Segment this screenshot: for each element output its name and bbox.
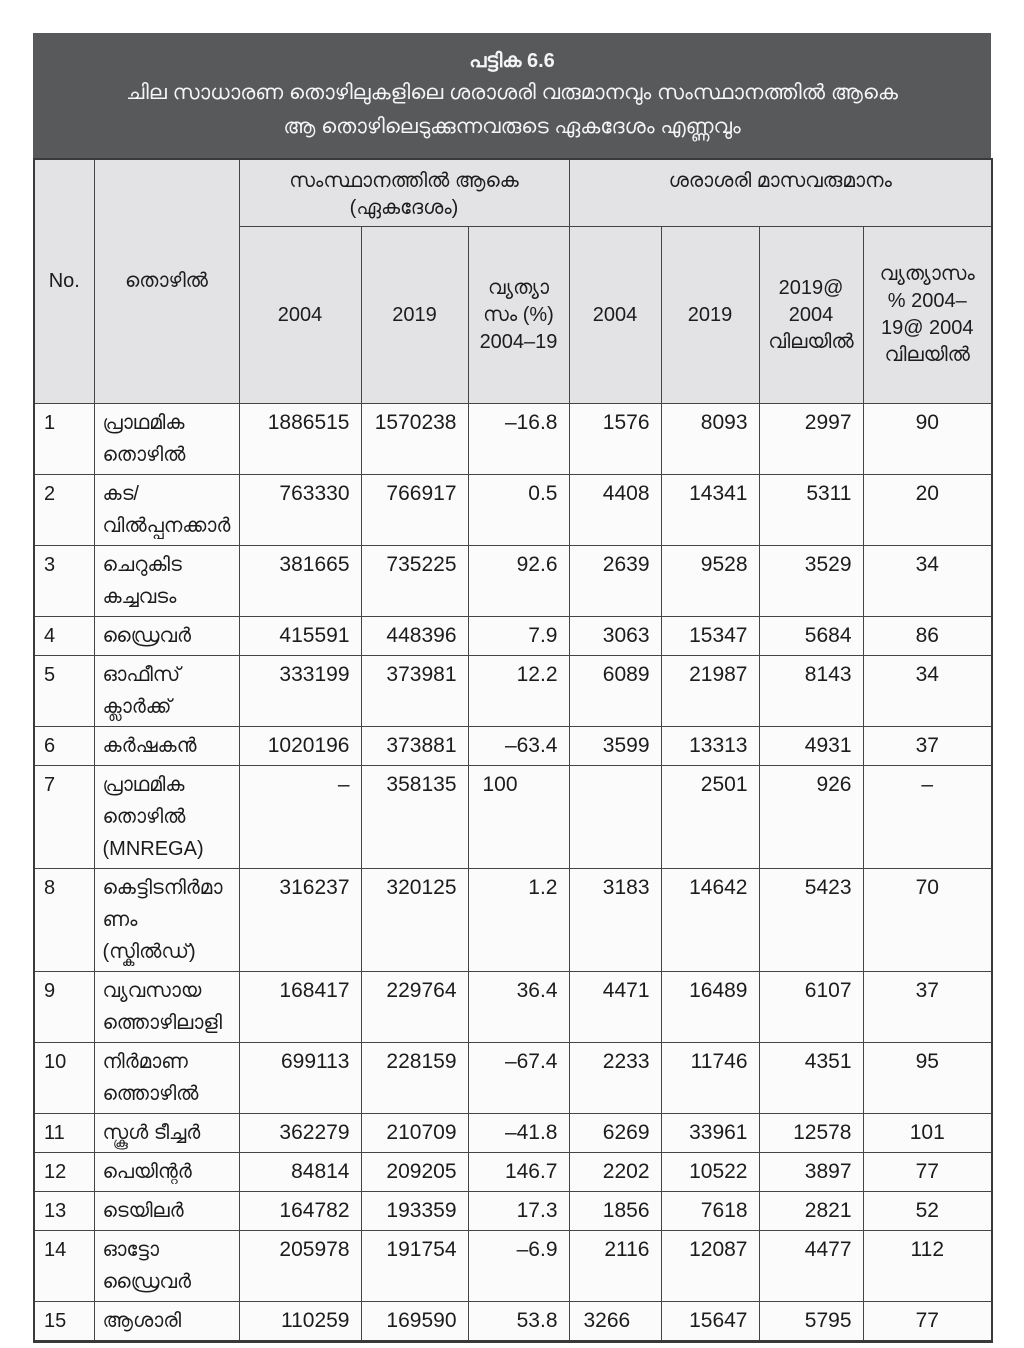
table-row: [34, 1192, 992, 1231]
cell-occupation: പ്രാഥമിക തൊഴിൽ: [94, 404, 239, 475]
cell-income-2004: 2202: [569, 1153, 661, 1192]
cell-diff-pct-at-2004-price: 90: [863, 404, 992, 475]
header-income-2019-at-2004-price: 2019@ 2004 വിലയിൽ: [759, 227, 863, 404]
cell-diff-pct: 92.6: [468, 546, 569, 617]
cell-no: 5: [34, 656, 94, 727]
cell-diff-pct-at-2004-price: 34: [863, 546, 992, 617]
cell-no: 10: [34, 1043, 94, 1114]
cell-income-2019: 8093: [661, 404, 759, 475]
cell-total-2019: 448396: [361, 617, 468, 656]
table-row: [34, 727, 992, 766]
cell-diff-pct-at-2004-price: 34: [863, 656, 992, 727]
cell-income-2019-at-2004-price: 926: [759, 766, 863, 869]
cell-income-2004: 6089: [569, 656, 661, 727]
cell-diff-pct-at-2004-price: 101: [863, 1114, 992, 1153]
cell-income-2019-at-2004-price: 3897: [759, 1153, 863, 1192]
cell-diff-pct-at-2004-price: 77: [863, 1153, 992, 1192]
cell-income-2004: 4471: [569, 972, 661, 1043]
cell-income-2019-at-2004-price: 5423: [759, 869, 863, 972]
cell-income-2004: 2233: [569, 1043, 661, 1114]
cell-total-2004: 168417: [239, 972, 361, 1043]
table-row: [34, 1043, 992, 1114]
table-row: [34, 617, 992, 656]
cell-occupation: പെയിന്റർ: [94, 1153, 239, 1192]
table-row: [34, 766, 992, 869]
cell-income-2019-at-2004-price: 5311: [759, 475, 863, 546]
cell-total-2019: 209205: [361, 1153, 468, 1192]
header-diff-pct: വ്യത്യാസം (%) 2004–19: [468, 227, 569, 404]
table-number: പട്ടിക 6.6: [469, 50, 555, 72]
cell-total-2004: 381665: [239, 546, 361, 617]
cell-income-2019-at-2004-price: 2821: [759, 1192, 863, 1231]
cell-occupation: വ്യവസായത്തൊഴിലാളി: [94, 972, 239, 1043]
cell-income-2019: 10522: [661, 1153, 759, 1192]
cell-diff-pct: –67.4: [468, 1043, 569, 1114]
cell-total-2019: 358135: [361, 766, 468, 869]
cell-income-2019-at-2004-price: 5795: [759, 1302, 863, 1342]
cell-no: 6: [34, 727, 94, 766]
table-row: [34, 1231, 992, 1302]
cell-diff-pct: 36.4: [468, 972, 569, 1043]
cell-income-2004: 2639: [569, 546, 661, 617]
cell-diff-pct: –6.9: [468, 1231, 569, 1302]
cell-total-2019: 373881: [361, 727, 468, 766]
table-title-bar: [33, 33, 991, 158]
cell-diff-pct: –63.4: [468, 727, 569, 766]
table-row: [34, 869, 992, 972]
cell-total-2004: 316237: [239, 869, 361, 972]
cell-income-2019: 9528: [661, 546, 759, 617]
cell-income-2004: 1576: [569, 404, 661, 475]
cell-income-2019: 13313: [661, 727, 759, 766]
cell-total-2019: 191754: [361, 1231, 468, 1302]
cell-income-2019-at-2004-price: 6107: [759, 972, 863, 1043]
cell-income-2004: [569, 766, 661, 869]
cell-total-2019: 228159: [361, 1043, 468, 1114]
table-row: [34, 1114, 992, 1153]
cell-total-2019: 320125: [361, 869, 468, 972]
cell-diff-pct-at-2004-price: 86: [863, 617, 992, 656]
cell-income-2019: 7618: [661, 1192, 759, 1231]
header-total-2004: 2004: [239, 227, 361, 404]
cell-total-2019: 210709: [361, 1114, 468, 1153]
table-row: [34, 404, 992, 475]
cell-no: 13: [34, 1192, 94, 1231]
cell-total-2004: 110259: [239, 1302, 361, 1342]
cell-occupation: കർഷകൻ: [94, 727, 239, 766]
cell-income-2019-at-2004-price: 5684: [759, 617, 863, 656]
cell-no: 4: [34, 617, 94, 656]
cell-income-2019: 14642: [661, 869, 759, 972]
cell-total-2004: 362279: [239, 1114, 361, 1153]
cell-income-2004: 3183: [569, 869, 661, 972]
cell-occupation: നിർമാണത്തൊഴിൽ: [94, 1043, 239, 1114]
cell-total-2019: 169590: [361, 1302, 468, 1342]
cell-income-2019: 2501: [661, 766, 759, 869]
cell-income-2019-at-2004-price: 12578: [759, 1114, 863, 1153]
cell-total-2004: 164782: [239, 1192, 361, 1231]
cell-occupation: പ്രാഥമിക തൊഴിൽ (MNREGA): [94, 766, 239, 869]
cell-diff-pct-at-2004-price: 112: [863, 1231, 992, 1302]
header-income-2019: 2019: [661, 227, 759, 404]
table-subtitle-line1: ചില സാധാരണ തൊഴിലുകളിലെ ശരാശരി വരുമാനവും സംസ്ഥാനത്തിൽ ആകെ: [126, 81, 898, 104]
cell-diff-pct: 146.7: [468, 1153, 569, 1192]
cell-income-2019-at-2004-price: 4931: [759, 727, 863, 766]
cell-total-2019: 1570238: [361, 404, 468, 475]
cell-occupation: ആശാരി: [94, 1302, 239, 1342]
cell-total-2019: 229764: [361, 972, 468, 1043]
cell-income-2004: 4408: [569, 475, 661, 546]
cell-occupation: ഡ്രൈവർ: [94, 617, 239, 656]
cell-diff-pct-at-2004-price: 70: [863, 869, 992, 972]
cell-diff-pct-at-2004-price: 37: [863, 972, 992, 1043]
cell-occupation: ഓട്ടോ ഡ്രൈവർ: [94, 1231, 239, 1302]
cell-income-2004: 3063: [569, 617, 661, 656]
table-header: [34, 159, 992, 404]
cell-no: 15: [34, 1302, 94, 1342]
cell-total-2004: 1020196: [239, 727, 361, 766]
cell-diff-pct: 7.9: [468, 617, 569, 656]
cell-total-2004: 84814: [239, 1153, 361, 1192]
cell-occupation: കെട്ടിടനിർമാണം (സ്കിൽഡ്): [94, 869, 239, 972]
header-occupation: തൊഴിൽ: [94, 159, 239, 404]
cell-total-2004: 333199: [239, 656, 361, 727]
header-group-avg-monthly-income: ശരാശരി മാസവരുമാനം: [569, 159, 992, 227]
header-group-total-in-state: സംസ്ഥാനത്തിൽ ആകെ (ഏകദേശം): [239, 159, 569, 227]
cell-occupation: സ്കൂൾ ടീച്ചർ: [94, 1114, 239, 1153]
cell-no: 2: [34, 475, 94, 546]
cell-occupation: ടെയിലർ: [94, 1192, 239, 1231]
cell-no: 12: [34, 1153, 94, 1192]
cell-income-2019-at-2004-price: 3529: [759, 546, 863, 617]
cell-diff-pct: 17.3: [468, 1192, 569, 1231]
cell-no: 3: [34, 546, 94, 617]
cell-total-2004: 1886515: [239, 404, 361, 475]
cell-income-2019-at-2004-price: 8143: [759, 656, 863, 727]
income-occupation-table: [33, 158, 993, 1343]
header-no: No.: [34, 159, 94, 404]
cell-total-2004: 699113: [239, 1043, 361, 1114]
cell-diff-pct: –41.8: [468, 1114, 569, 1153]
cell-income-2019-at-2004-price: 2997: [759, 404, 863, 475]
header-group-row: [34, 159, 992, 227]
cell-diff-pct-at-2004-price: –: [863, 766, 992, 869]
cell-diff-pct-at-2004-price: 37: [863, 727, 992, 766]
cell-total-2004: 205978: [239, 1231, 361, 1302]
cell-income-2019: 21987: [661, 656, 759, 727]
cell-diff-pct: 0.5: [468, 475, 569, 546]
cell-no: 7: [34, 766, 94, 869]
cell-no: 1: [34, 404, 94, 475]
header-diff-pct-at-2004-price: വ്യത്യാസം % 2004–19@ 2004 വിലയിൽ: [863, 227, 992, 404]
cell-total-2019: 766917: [361, 475, 468, 546]
cell-diff-pct-at-2004-price: 95: [863, 1043, 992, 1114]
table-row: [34, 1153, 992, 1192]
cell-income-2019: 12087: [661, 1231, 759, 1302]
cell-occupation: കട/വിൽപ്പനക്കാർ: [94, 475, 239, 546]
cell-income-2004: 3266: [569, 1302, 661, 1342]
cell-income-2019: 14341: [661, 475, 759, 546]
cell-occupation: ചെറുകിട കച്ചവടം: [94, 546, 239, 617]
cell-total-2004: –: [239, 766, 361, 869]
cell-total-2019: 193359: [361, 1192, 468, 1231]
cell-diff-pct-at-2004-price: 52: [863, 1192, 992, 1231]
cell-income-2004: 6269: [569, 1114, 661, 1153]
table-subtitle-line2: ആ തൊഴിലെടുക്കുന്നവരുടെ ഏകദേശം എണ്ണവും: [283, 115, 741, 138]
header-income-2004: 2004: [569, 227, 661, 404]
cell-income-2019: 16489: [661, 972, 759, 1043]
cell-diff-pct: –16.8: [468, 404, 569, 475]
cell-income-2019-at-2004-price: 4477: [759, 1231, 863, 1302]
cell-diff-pct: 12.2: [468, 656, 569, 727]
table-body: [34, 404, 992, 1342]
cell-diff-pct-at-2004-price: 20: [863, 475, 992, 546]
cell-income-2004: 2116: [569, 1231, 661, 1302]
cell-income-2004: 3599: [569, 727, 661, 766]
cell-diff-pct: 100: [468, 766, 569, 869]
cell-total-2019: 373981: [361, 656, 468, 727]
table-row: [34, 1302, 992, 1342]
cell-no: 11: [34, 1114, 94, 1153]
cell-diff-pct-at-2004-price: 77: [863, 1302, 992, 1342]
cell-total-2019: 735225: [361, 546, 468, 617]
table-row: [34, 656, 992, 727]
table-sheet: [33, 33, 991, 1343]
cell-income-2019: 11746: [661, 1043, 759, 1114]
table-row: [34, 972, 992, 1043]
cell-no: 14: [34, 1231, 94, 1302]
cell-income-2019-at-2004-price: 4351: [759, 1043, 863, 1114]
cell-diff-pct: 53.8: [468, 1302, 569, 1342]
cell-occupation: ഓഫീസ് ക്ലാർക്ക്: [94, 656, 239, 727]
cell-no: 8: [34, 869, 94, 972]
header-total-2019: 2019: [361, 227, 468, 404]
cell-income-2019: 15647: [661, 1302, 759, 1342]
cell-income-2019: 33961: [661, 1114, 759, 1153]
cell-income-2004: 1856: [569, 1192, 661, 1231]
table-row: [34, 475, 992, 546]
cell-total-2004: 763330: [239, 475, 361, 546]
cell-income-2019: 15347: [661, 617, 759, 656]
cell-diff-pct: 1.2: [468, 869, 569, 972]
table-row: [34, 546, 992, 617]
cell-total-2004: 415591: [239, 617, 361, 656]
cell-no: 9: [34, 972, 94, 1043]
